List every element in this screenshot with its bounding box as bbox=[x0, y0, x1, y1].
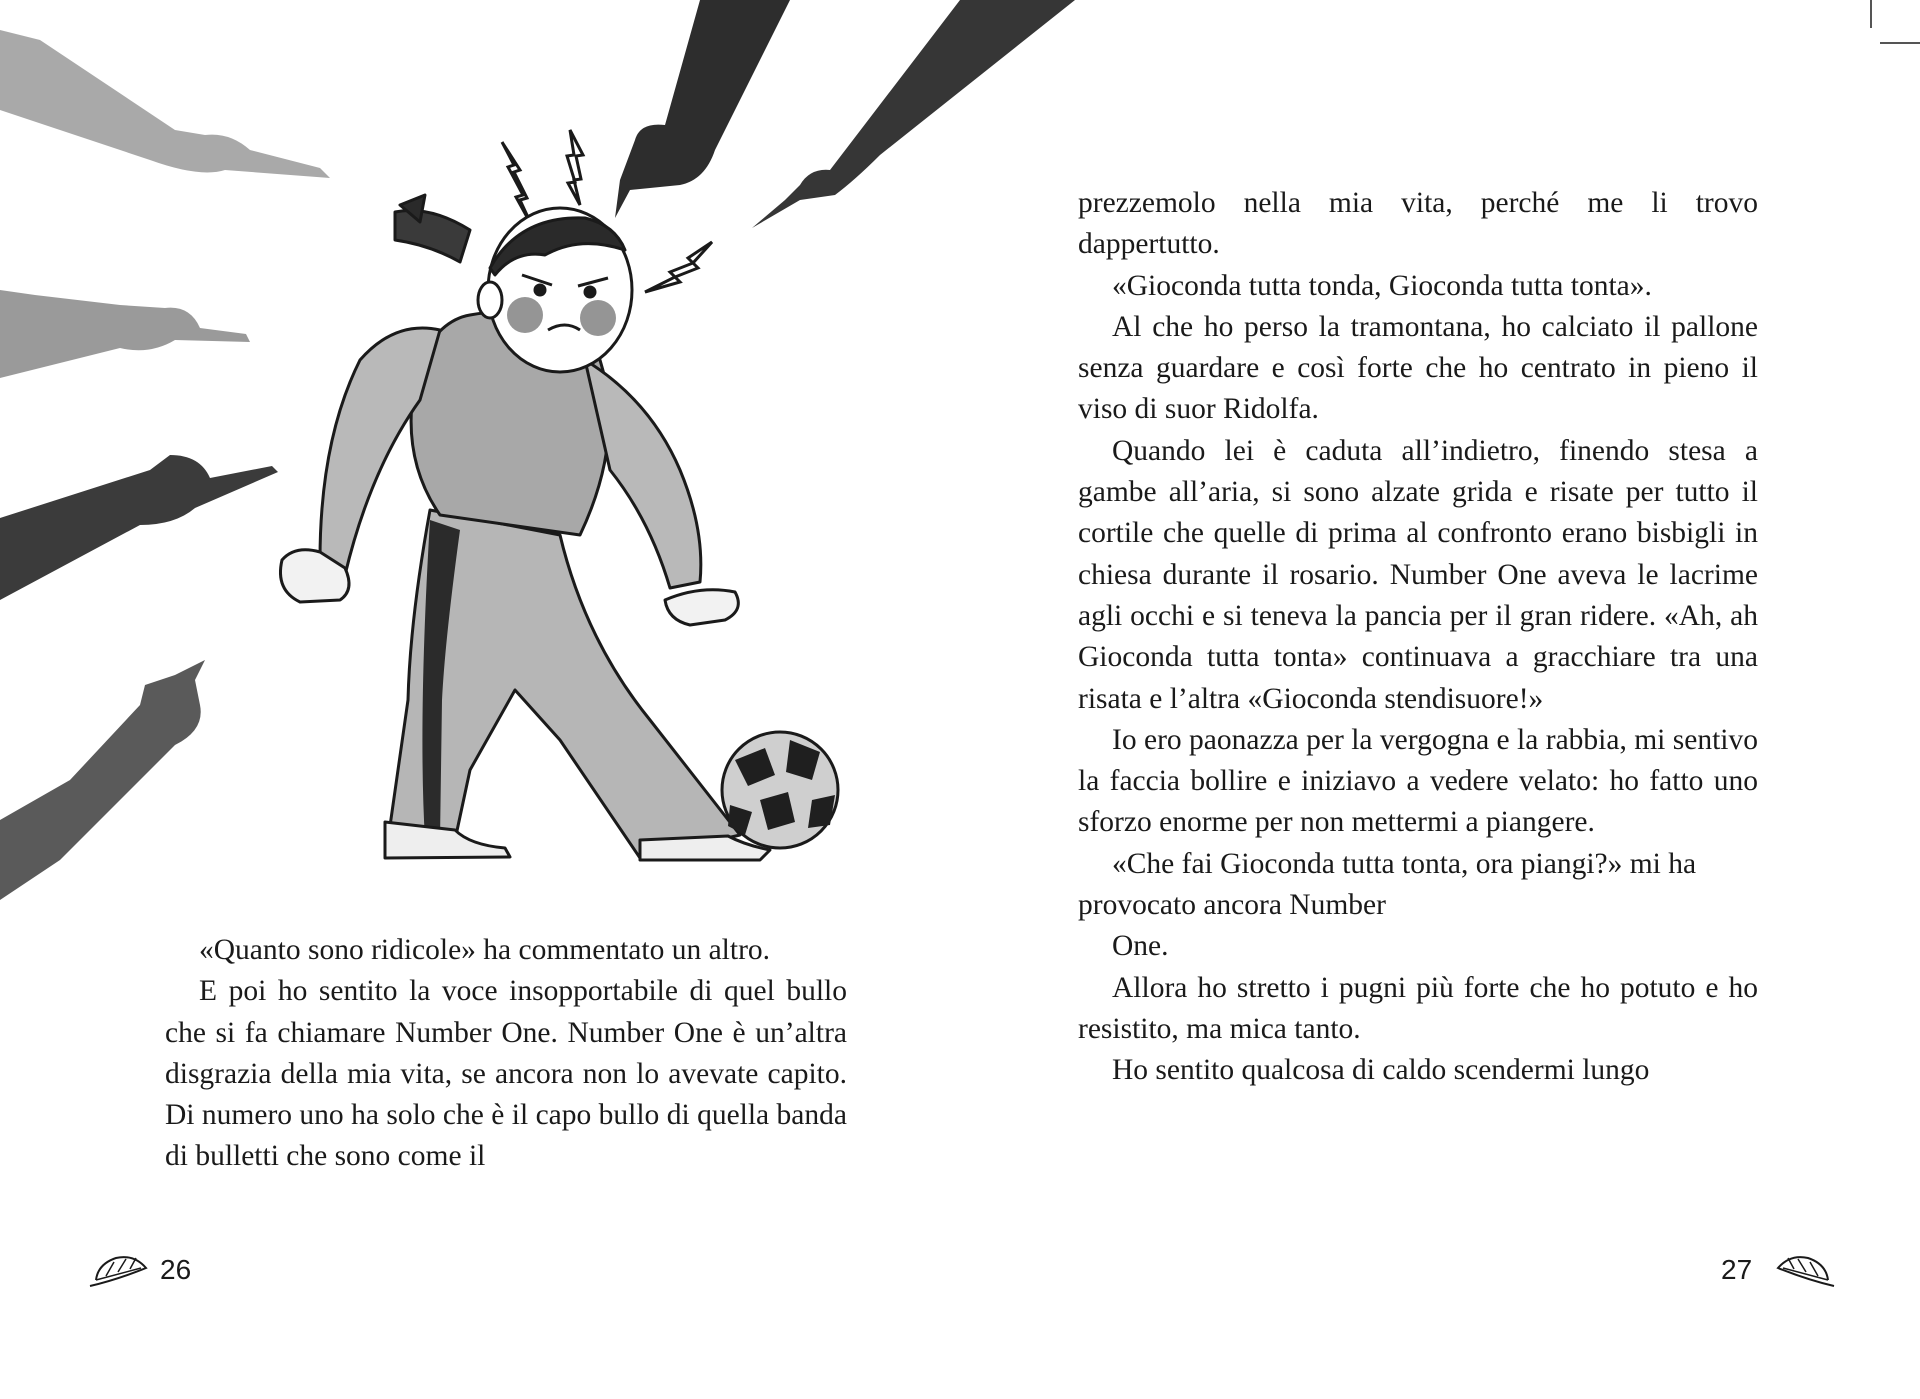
left-page-text bbox=[165, 930, 847, 1178]
paragraph: Quando lei è caduta all’indietro, finendo stesa a gambe all’aria, si sono alzate grida e risate per tutto il cortile che quelle di prima al confronto erano bisbigli in chiesa durante il rosario. Number One aveva le lacrime agli occhi e si teneva la pancia per il gran ridere. «Ah, ah Gioconda tutta tonta» continuava a gracchiare tra una risata e l’altra «Gioconda stendisuore!» bbox=[1078, 434, 1758, 715]
leaf-icon bbox=[86, 1250, 156, 1290]
pointing-arm-1 bbox=[0, 30, 330, 178]
pointing-arm-5 bbox=[615, 0, 790, 218]
paragraph: Io ero paonazza per la vergogna e la rabbia, mi sentivo la faccia bollire e iniziavo a vedere velato: ho fatto uno sforzo enorme per non mettermi a piangere. bbox=[1078, 723, 1758, 839]
crop-mark bbox=[1880, 42, 1920, 44]
illustration bbox=[0, 0, 1080, 900]
paragraph: «Gioconda tutta tonda, Gioconda tutta tonta». bbox=[1112, 269, 1652, 302]
pointing-arm-2 bbox=[0, 290, 250, 378]
pointing-arm-4 bbox=[0, 660, 205, 900]
pointing-arm-3 bbox=[0, 455, 278, 600]
paragraph: Allora ho stretto i pugni più forte che ho potuto e ho resistito, ma mica tanto. bbox=[1078, 971, 1758, 1045]
paragraph: «Che fai Gioconda tutta tonta, ora piangi?» mi ha provocato ancora Number bbox=[1078, 847, 1697, 922]
paragraph: Ho sentito qualcosa di caldo scendermi lungo bbox=[1112, 1054, 1650, 1087]
paragraph: «Quanto sono ridicole» ha commentato un altro. bbox=[199, 934, 771, 966]
paragraph: prezzemolo nella mia vita, perché me li trovo dappertutto. bbox=[1078, 187, 1758, 261]
leaf-icon bbox=[1768, 1250, 1838, 1290]
paragraph: Al che ho perso la tramontana, ho calciato il pallone senza guardare e così forte che ho centrato in pieno il viso di suor Ridolfa. bbox=[1078, 310, 1758, 426]
crop-mark bbox=[1870, 0, 1872, 28]
paragraph: E poi ho sentito la voce insopportabile di quel bullo che si fa chiamare Number One. Number One è un’altra disgrazia della mia vita, se ancora non lo avevate capito. Di numero uno ha solo che è il capo bullo di quella banda di bulletti che sono come il bbox=[165, 975, 847, 1173]
paragraph: One. bbox=[1112, 930, 1169, 963]
page-number: 27 bbox=[1721, 1254, 1753, 1285]
soccer-ball-icon bbox=[722, 732, 838, 848]
right-page-text bbox=[1078, 183, 1758, 1092]
girl-icon bbox=[280, 195, 770, 860]
page-number: 26 bbox=[160, 1254, 192, 1285]
